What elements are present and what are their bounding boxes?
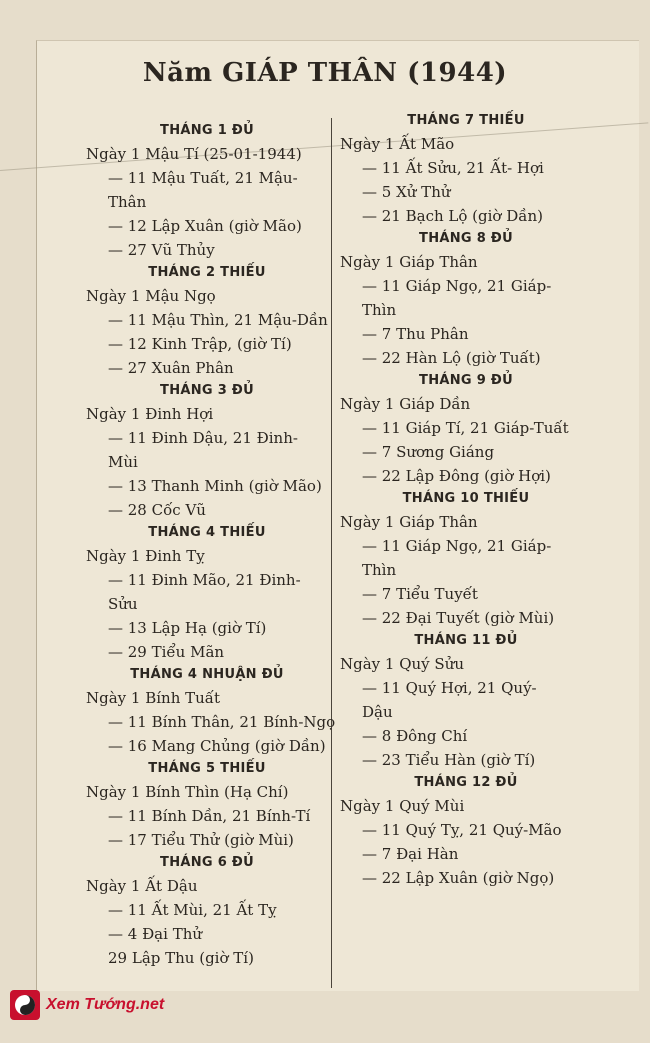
- month-header: THÁNG 4 THIẾU: [148, 525, 266, 540]
- right-month-block: [340, 370, 592, 488]
- month-header: THÁNG 3 ĐỦ: [160, 383, 254, 398]
- calendar-entry: — 11 Ất Sửu, 21 Ất- Hợi: [362, 159, 544, 177]
- calendar-entry: — 7 Sương Giáng: [362, 443, 495, 461]
- calendar-entry: — 11 Giáp Tí, 21 Giáp-Tuất: [362, 419, 569, 437]
- watermark-text: Xem Tướng.net: [46, 996, 165, 1013]
- calendar-entry: Thìn: [362, 301, 397, 319]
- month-start-day: Ngày 1 Mậu Ngọ: [86, 287, 216, 305]
- calendar-entry: — 11 Giáp Ngọ, 21 Giáp-: [362, 537, 552, 555]
- calendar-entry: — 22 Lập Đông (giờ Hợi): [362, 467, 551, 485]
- month-start-day: Ngày 1 Bính Thìn (Hạ Chí): [86, 783, 289, 801]
- calendar-entry: — 21 Bạch Lộ (giờ Dần): [362, 207, 543, 225]
- calendar-entry: — 12 Kinh Trập, (giờ Tí): [108, 335, 292, 353]
- month-start-day: Ngày 1 Quý Sửu: [340, 655, 465, 673]
- month-header: THÁNG 12 ĐỦ: [414, 775, 518, 790]
- month-header: THÁNG 1 ĐỦ: [160, 123, 254, 138]
- month-start-day: Ngày 1 Giáp Thân: [340, 253, 478, 271]
- calendar-entry: — 29 Tiểu Mãn: [108, 643, 225, 661]
- right-month-block: [340, 110, 592, 228]
- calendar-entry: 29 Lập Thu (giờ Tí): [108, 949, 254, 967]
- yin-yang-icon: [10, 990, 40, 1020]
- month-header: THÁNG 9 ĐỦ: [419, 373, 513, 388]
- calendar-entry: — 27 Xuân Phân: [108, 359, 234, 377]
- calendar-entry: — 4 Đại Thử: [108, 925, 203, 943]
- calendar-entry: — 11 Mậu Thìn, 21 Mậu-Dần: [108, 311, 328, 329]
- right-month-block: [340, 488, 592, 630]
- calendar-entry: Thân: [108, 193, 147, 211]
- calendar-entry: — 11 Quý Hợi, 21 Quý-: [362, 679, 537, 697]
- calendar-entry: — 11 Bính Thân, 21 Bính-Ngọ: [108, 713, 336, 731]
- calendar-entry: — 7 Thu Phân: [362, 325, 469, 343]
- calendar-entry: — 22 Lập Xuân (giờ Ngọ): [362, 869, 555, 887]
- month-start-day: Ngày 1 Đinh Tỵ: [86, 547, 205, 565]
- left-month-block: [86, 852, 328, 970]
- watermark-logo[interactable]: [10, 990, 164, 1020]
- month-header: THÁNG 6 ĐỦ: [160, 855, 254, 870]
- calendar-entry: Thìn: [362, 561, 397, 579]
- page-title: Năm GIÁP THÂN (1944): [142, 58, 508, 88]
- month-start-day: Ngày 1 Bính Tuất: [86, 689, 221, 707]
- left-month-block: [86, 380, 328, 522]
- left-month-block: [86, 664, 336, 758]
- month-start-day: Ngày 1 Ất Dậu: [86, 877, 198, 895]
- calendar-entry: — 16 Mang Chủng (giờ Dần): [108, 737, 326, 755]
- month-start-day: Ngày 1 Giáp Thân: [340, 513, 478, 531]
- calendar-entry: — 11 Bính Dần, 21 Bính-Tí: [108, 807, 311, 825]
- right-month-block: [340, 228, 592, 370]
- calendar-entry: — 11 Quý Tỵ, 21 Quý-Mão: [362, 821, 562, 839]
- month-header: THÁNG 11 ĐỦ: [414, 633, 518, 648]
- left-month-block: [86, 120, 328, 262]
- calendar-entry: — 22 Đại Tuyết (giờ Mùi): [362, 609, 555, 627]
- month-start-day: Ngày 1 Mậu Tí (25-01-1944): [86, 145, 302, 163]
- calendar-entry: — 27 Vũ Thủy: [108, 241, 215, 259]
- calendar-entry: — 7 Tiểu Tuyết: [362, 585, 478, 603]
- column-divider: [331, 118, 332, 988]
- month-header: THÁNG 10 THIẾU: [402, 491, 530, 506]
- calendar-entry: — 11 Ất Mùi, 21 Ất Tỵ: [108, 901, 277, 919]
- left-month-block: [86, 758, 328, 852]
- month-start-day: Ngày 1 Quý Mùi: [340, 797, 465, 815]
- calendar-entry: Sửu: [108, 595, 138, 613]
- calendar-entry: — 7 Đại Hàn: [362, 845, 459, 863]
- calendar-entry: — 8 Đông Chí: [362, 727, 468, 745]
- month-header: THÁNG 5 THIẾU: [148, 761, 266, 776]
- calendar-entry: — 5 Xử Thử: [362, 183, 451, 201]
- month-header: THÁNG 2 THIẾU: [148, 265, 266, 280]
- calendar-entry: Mùi: [108, 453, 138, 471]
- month-header: THÁNG 4 NHUẬN ĐỦ: [130, 667, 284, 682]
- calendar-entry: — 11 Giáp Ngọ, 21 Giáp-: [362, 277, 552, 295]
- calendar-entry: — 13 Thanh Minh (giờ Mão): [108, 477, 322, 495]
- month-header: THÁNG 8 ĐỦ: [419, 231, 513, 246]
- calendar-entry: — 11 Đinh Dậu, 21 Đinh-: [108, 429, 298, 447]
- calendar-entry: Dậu: [362, 703, 393, 721]
- left-month-block: [86, 522, 328, 664]
- calendar-entry: — 17 Tiểu Thử (giờ Mùi): [108, 831, 294, 849]
- right-month-block: [340, 630, 592, 772]
- left-month-block: [86, 262, 328, 380]
- month-header: THÁNG 7 THIẾU: [407, 113, 525, 128]
- right-month-block: [340, 772, 592, 890]
- calendar-entry: — 12 Lập Xuân (giờ Mão): [108, 217, 302, 235]
- calendar-entry: — 13 Lập Hạ (giờ Tí): [108, 619, 267, 637]
- month-start-day: Ngày 1 Đinh Hợi: [86, 405, 214, 423]
- calendar-entry: — 28 Cốc Vũ: [108, 501, 206, 519]
- calendar-entry: — 23 Tiểu Hàn (giờ Tí): [362, 751, 536, 769]
- calendar-entry: — 22 Hàn Lộ (giờ Tuất): [362, 349, 541, 367]
- right-column: [340, 110, 592, 890]
- left-column: [86, 120, 336, 970]
- month-start-day: Ngày 1 Ất Mão: [340, 135, 455, 153]
- calendar-entry: — 11 Đinh Mão, 21 Đinh-: [108, 571, 301, 589]
- calendar-entry: — 11 Mậu Tuất, 21 Mậu-: [108, 169, 298, 187]
- month-start-day: Ngày 1 Giáp Dần: [340, 395, 471, 413]
